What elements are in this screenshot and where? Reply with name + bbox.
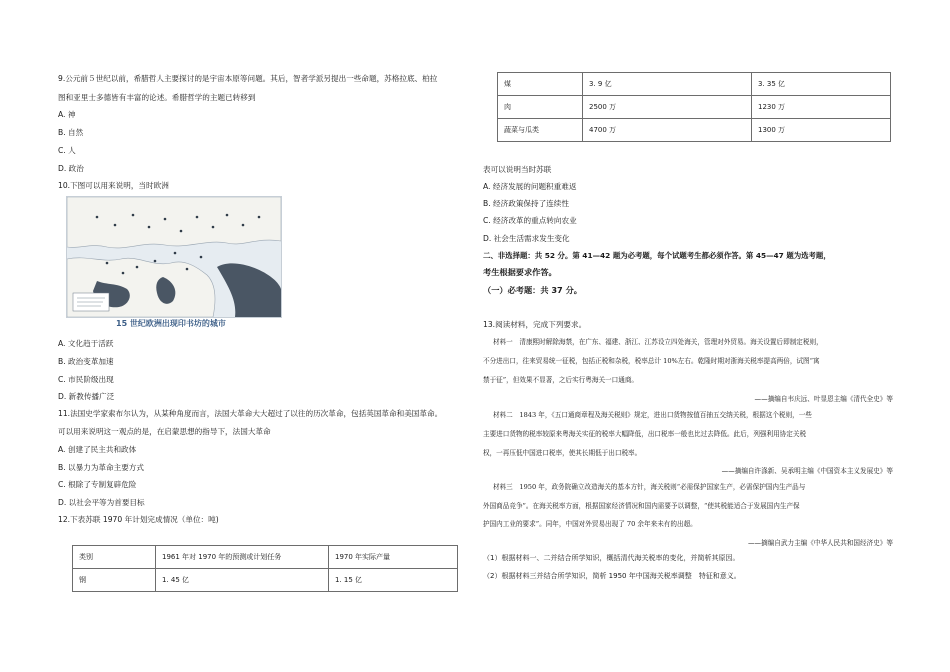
q10-option-d: D. 新教传播广泛 bbox=[58, 392, 115, 401]
section2-heading-line1: 二、非选择题：共 52 分。第 41—42 题为必考题，每个试题考生都必须作答。第 45—47 题为选考题， bbox=[483, 251, 831, 260]
table-cell: 1. 15 亿 bbox=[329, 569, 458, 592]
table-cell: 3. 35 亿 bbox=[752, 73, 891, 96]
q13-requirement1: （1）根据材料一、二并结合所学知识，概括清代海关税率的变化，并简析其原因。 bbox=[483, 554, 740, 562]
q9-option-a: A. 神 bbox=[58, 110, 76, 119]
table-cell: 类别 bbox=[73, 546, 156, 569]
table-cell: 1. 45 亿 bbox=[156, 569, 329, 592]
table-cell: 1961 年对 1970 年的预测或计划任务 bbox=[156, 546, 329, 569]
table-row bbox=[498, 96, 891, 119]
q11-stem-line1: 11.法国史学家索布尔认为，从某种角度而言，法国大革命大大超过了以往的历次革命，包括英国革命和美国革命。 bbox=[58, 409, 443, 418]
table-row bbox=[73, 569, 458, 592]
q12-option-a: A. 经济发展的问题积重难返 bbox=[483, 182, 577, 191]
q11-option-a: A. 创建了民主共和政体 bbox=[58, 445, 137, 454]
section2-subheading: （一）必考题：共 37 分。 bbox=[483, 285, 582, 295]
q13-requirement2: （2）根据材料三并结合所学知识，简析 1950 年中国海关税率调整 特征和意义。 bbox=[483, 572, 741, 580]
table-cell: 肉 bbox=[498, 96, 583, 119]
table-cell: 钢 bbox=[73, 569, 156, 592]
q13-material1-line3: 禁于征”，但效果不显著，之后实行粤海关一口通商。 bbox=[483, 376, 639, 384]
table-cell: 蔬菜与瓜类 bbox=[498, 119, 583, 142]
q13-material1-source: ——摘编自韦庆远、叶显恩主编《清代全史》等 bbox=[754, 395, 893, 403]
map-caption: 15 世纪欧洲出现印书坊的城市 bbox=[116, 319, 226, 328]
q13-material1-line1: 材料一 清康熙时解除海禁，在广东、福建、浙江、江苏设立四处海关，管理对外贸易。海关设置后即制定税则， bbox=[493, 338, 823, 346]
q13-material2-line3: 权，一再压低中国进口税率，使其长期低于出口税率。 bbox=[483, 449, 642, 457]
q9-option-d: D. 政治 bbox=[58, 164, 84, 173]
section2-heading-line2: 考生根据要求作答。 bbox=[483, 267, 557, 277]
q9-stem-line1: 9.公元前５世纪以前，希腊哲人主要探讨的是宇宙本原等问题。其后，智者学派另提出一些命题，苏格拉底、柏拉 bbox=[58, 74, 438, 83]
q13-material2-source: ——摘编自许涤新、吴承明主编《中国资本主义发展史》等 bbox=[721, 467, 893, 475]
q13-material3-source: ——摘编自武力主编《中华人民共和国经济史》等 bbox=[747, 539, 893, 547]
q9-option-c: C. 人 bbox=[58, 146, 76, 155]
q11-option-c: C. 根除了专制复辟危险 bbox=[58, 480, 137, 489]
q12-table-part1 bbox=[72, 545, 458, 592]
q13-material3-line3: 护国内工业的要求”。同年，中国对外贸易出现了 70 余年来未有的出超。 bbox=[483, 520, 697, 528]
q10-option-c: C. 市民阶级出现 bbox=[58, 375, 114, 384]
q10-stem: 10.下图可以用来说明，当时欧洲 bbox=[58, 181, 169, 190]
q10-option-b: B. 政治变革加速 bbox=[58, 357, 114, 366]
table-cell: 4700 万 bbox=[583, 119, 752, 142]
q13-material1-line2: 不分进出口，往来贸易统一征税，包括正税和杂税，税率总计 10%左右。乾隆时期对浙海关税率提高两倍，试图“寓 bbox=[483, 357, 820, 365]
table-row bbox=[73, 546, 458, 569]
q13-material2-line2: 主要进口货物的税率较原来粤海关实征的税率大幅降低，出口税率一般也比过去降低。此后，列强利用协定关税 bbox=[483, 430, 807, 438]
q10-option-a: A. 文化趋于活跃 bbox=[58, 339, 114, 348]
q12-stem: 12.下表苏联 1970 年计划完成情况（单位：吨) bbox=[58, 515, 219, 524]
q12-option-b: B. 经济政策保持了连续性 bbox=[483, 199, 569, 208]
table-cell: 1300 万 bbox=[752, 119, 891, 142]
q13-material3-line1: 材料三 1950 年，政务院确立改造海关的基本方针，海关税则“必需保护国家生产，必需保护国内生产品与 bbox=[493, 483, 806, 491]
table-row bbox=[498, 73, 891, 96]
table-row bbox=[498, 119, 891, 142]
q13-material3-line2: 外国商品竞争”。在海关税率方面，根据国家经济情况和国内需要予以调整，“使其税能适合于发展国内生产保 bbox=[483, 502, 800, 510]
q11-stem-line2: 可以用来说明这一观点的是，在启蒙思想的指导下，法国大革命 bbox=[58, 427, 271, 436]
q9-stem-line2: 图和亚里士多德皆有丰富的论述。希腊哲学的主题已转移到 bbox=[58, 93, 256, 102]
europe-map-image bbox=[66, 196, 282, 318]
table-cell: 1230 万 bbox=[752, 96, 891, 119]
table-cell: 2500 万 bbox=[583, 96, 752, 119]
table-cell: 1970 年实际产量 bbox=[329, 546, 458, 569]
q12-table-part2 bbox=[497, 72, 891, 142]
q9-option-b: B. 自然 bbox=[58, 128, 84, 137]
q13-material2-line1: 材料二 1843 年，《五口通商章程及海关税则》规定，进出口货物按值百抽五交纳关税，根据这个税则，一些 bbox=[493, 411, 812, 419]
q12-option-c: C. 经济改革的重点转向农业 bbox=[483, 216, 577, 225]
q12-option-d: D. 社会生活需求发生变化 bbox=[483, 234, 570, 243]
q11-option-d: D. 以社会平等为首要目标 bbox=[58, 498, 145, 507]
map-illustration bbox=[67, 197, 281, 317]
q13-stem: 13.阅读材料，完成下列要求。 bbox=[483, 320, 587, 329]
table-cell: 3. 9 亿 bbox=[583, 73, 752, 96]
q12-after-table: 表可以说明当时苏联 bbox=[483, 165, 552, 174]
q11-option-b: B. 以暴力为革命主要方式 bbox=[58, 463, 144, 472]
table-cell: 煤 bbox=[498, 73, 583, 96]
